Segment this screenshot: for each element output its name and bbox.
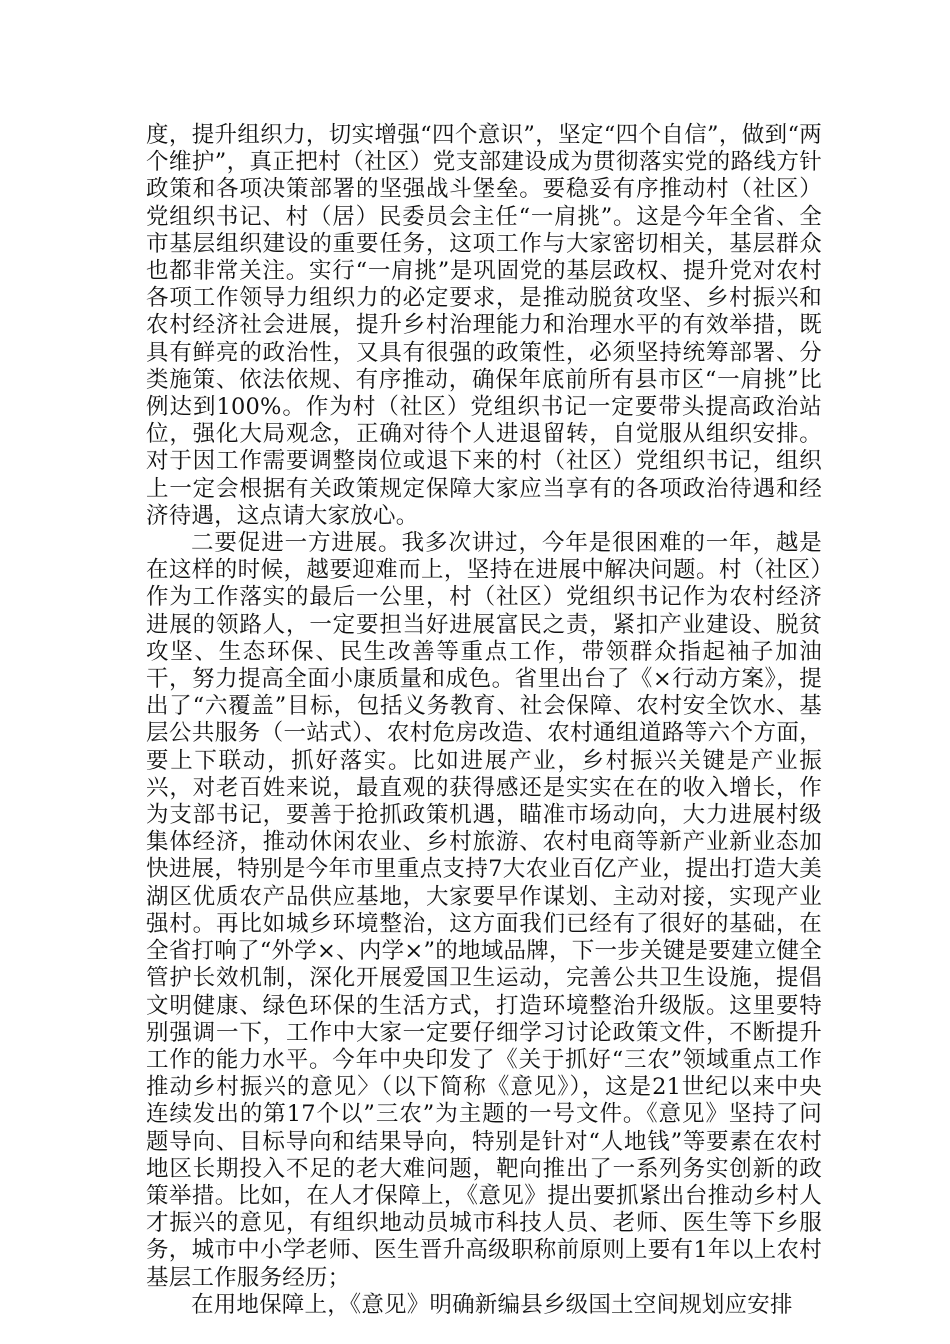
document-body [146,122,822,1319]
paragraph-2: 二要促进一方进展。我多次讲过，今年是很困难的一年，越是在这样的时候，越要迎难而上，坚持在进展中解决问题。村（社区）作为工作落实的最后一公里，村（社区）党组织书记作为农村经济进展的领路人，一定要担当好进展富民之责，紧扣产业建设、脱贫攻坚、生态环保、民生改善等重点工作，带领群众指起袖子加油干，努力提高全面小康质量和成色。省里出台了《×行动方案》，提出了“六覆盖”目标，包括义务教育、社会保障、农村安全饮水、基层公共服务（一站式）、农村危房改造、农村通组道路等六个方面，要上下联动，抓好落实。比如进展产业，乡村振兴关键是产业振兴，对老百姓来说，最直观的获得感还是实实在在的收入增长，作为支部书记，要善于抢抓政策机遇，瞄准市场动向，大力进展村级集体经济，推动休闲农业、乡村旅游、农村电商等新产业新业态加快进展，特别是今年市里重点支持7大农业百亿产业，提出打造大美湖区优质农产品供应基地，大家要早作谋划、主动对接，实现产业强村。再比如城乡环境整治，这方面我们已经有了很好的基础，在全省打响了“外学×、内学×”的地域品牌，下一步关键是要建立健全管护长效机制，深化开展爱国卫生运动，完善公共卫生设施，提倡文明健康、绿色环保的生活方式，打造环境整治升级版。这里要特别强调一下，工作中大家一定要仔细学习讨论政策文件，不断提升工作的能力水平。今年中央印发了《关于抓好“三农”领域重点工作推动乡村振兴的意见〉（以下简称《意见》），这是21世纪以来中央连续发出的第17个以”三农”为主题的一号文件。《意见》坚持了问题导向、目标导向和结果导向，特别是针对“人地钱”等要素在农村地区长期投入不足的老大难问题，靶向推出了一系列务实创新的政策举措。比如，在人才保障上，《意见》提出要抓紧出台推动乡村人才振兴的意见，有组织地动员城市科技人员、老师、医生等下乡服务，城市中小学老师、医生晋升高级职称前原则上要有1年以上农村基层工作服务经历； [146,530,822,1291]
paragraph-1: 度，提升组织力，切实增强“四个意识”，坚定“四个自信”，做到“两个维护”，真正把村（社区）党支部建设成为贯彻落实党的路线方针政策和各项决策部署的坚强战斗堡垒。要稳妥有序推动村（社区）党组织书记、村（居）民委员会主任“一肩挑”。这是今年全省、全市基层组织建设的重要任务，这项工作与大家密切相关，基层群众也都非常关注。实行“一肩挑”是巩固党的基层政权、提升党对农村各项工作领导力组织力的必定要求，是推动脱贫攻坚、乡村振兴和农村经济社会进展，提升乡村治理能力和治理水平的有效举措，既具有鲜亮的政治性，又具有很强的政策性，必须坚持统筹部署、分类施策、依法依规、有序推动，确保年底前所有县市区“一肩挑”比例达到100%。作为村（社区）党组织书记一定要带头提高政治站位，强化大局观念，正确对待个人进退留转，自觉服从组织安排。对于因工作需要调整岗位或退下来的村（社区）党组织书记，组织上一定会根据有关政策规定保障大家应当享有的各项政治待遇和经济待遇，这点请大家放心。 [146,122,822,529]
paragraph-3: 在用地保障上，《意见》明确新编县乡级国土空间规划应安排 [191,1291,793,1318]
